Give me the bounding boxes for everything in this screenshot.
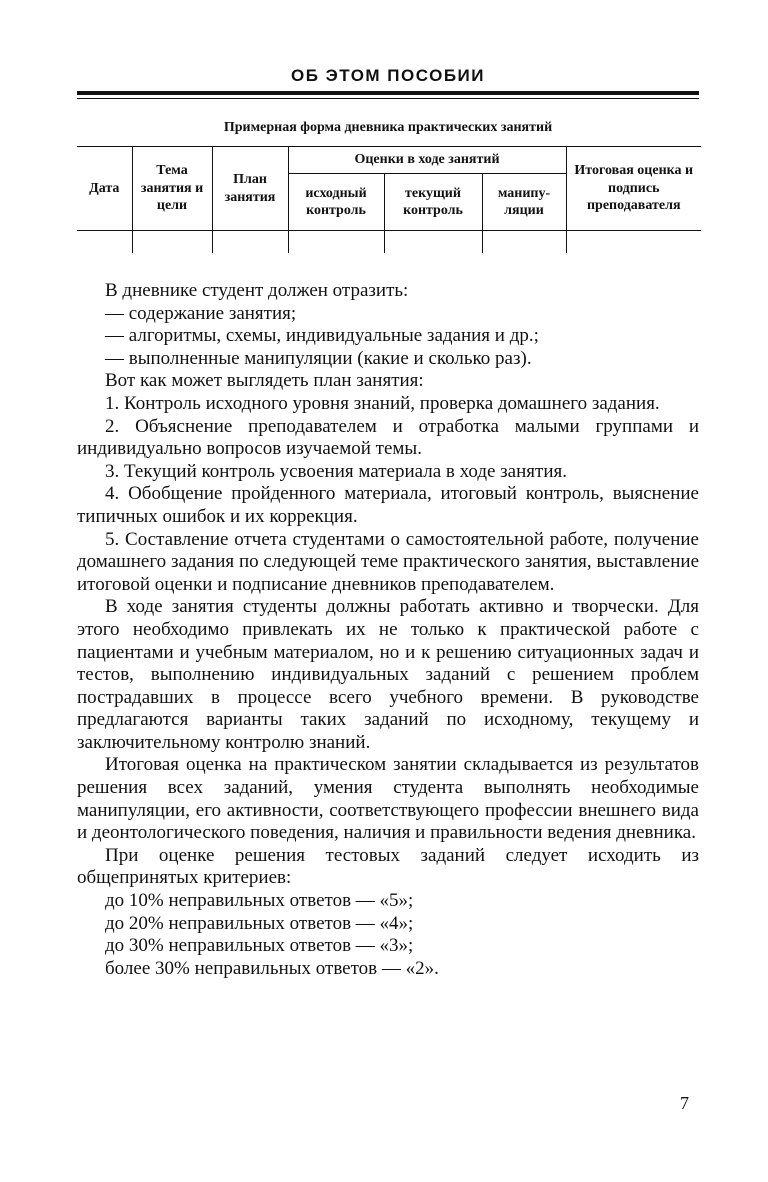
running-header: ОБ ЭТОМ ПОСОБИИ	[290, 66, 485, 85]
header-rule-thin	[77, 98, 699, 99]
diary-form-table	[77, 146, 701, 253]
body-text	[77, 280, 699, 980]
column-header-plan: План занятия	[212, 147, 288, 231]
column-header-manipulations: манипу-ляции	[482, 174, 566, 231]
paragraph-active-work: В ходе занятия студенты должны работать активно и творчески. Для этого необходимо привлекать их не только к практической работе с пациентами и учебным материалом, но и к решению ситуационных задач и тестов, выполнению индивидуальных заданий с решением проблем пострадавших в процессе всего учебного времени. В руководстве предлагаются варианты таких заданий по исходному, текущему и заключительному контролю знаний.	[77, 596, 699, 753]
plan-step: 3. Текущий контроль усвоения материала в ходе занятия.	[105, 460, 567, 482]
column-header-initial-control: исходный контроль	[288, 174, 384, 231]
paragraph-test-criteria: При оценке решения тестовых заданий следует исходить из общепринятых критериев:	[77, 844, 699, 889]
plan-step: 1. Контроль исходного уровня знаний, проверка домашнего задания.	[105, 392, 660, 414]
empty-cell	[288, 231, 384, 254]
column-header-final: Итоговая оценка и подпись преподавателя	[566, 147, 701, 231]
plan-step: 2. Объяснение преподавателем и отработка малыми группами и индивидуально вопросов изучаемой темы.	[77, 415, 699, 460]
table-caption: Примерная форма дневника практических занятий	[223, 120, 553, 135]
list-item: — содержание занятия;	[105, 302, 297, 324]
list-item: — выполненные манипуляции (какие и сколько раз).	[105, 347, 532, 369]
column-header-grades-group: Оценки в ходе занятий	[288, 147, 566, 174]
column-header-topic: Тема занятия и цели	[132, 147, 212, 231]
header-rule-thick	[77, 91, 699, 95]
page-number: 7	[680, 1093, 689, 1113]
plan-step: 4. Обобщение пройденного материала, итоговый контроль, выяснение типичных ошибок и их коррекция.	[77, 483, 699, 527]
criteria-item: до 10% неправильных ответов — «5»;	[105, 890, 414, 912]
empty-table-row	[77, 231, 701, 254]
empty-cell	[77, 231, 132, 254]
criteria-item: до 20% неправильных ответов — «4»;	[105, 912, 414, 934]
criteria-item: до 30% неправильных ответов — «3»;	[105, 935, 414, 957]
paragraph-intro: В дневнике студент должен отразить:	[105, 280, 409, 301]
empty-cell	[482, 231, 566, 254]
plan-step: 5. Составление отчета студентами о самостоятельной работе, получение домашнего задания по следующей теме практического занятия, выставление итоговой оценки и подписание дневников преподавателем.	[77, 528, 699, 595]
empty-cell	[384, 231, 482, 254]
criteria-item: более 30% неправильных ответов — «2».	[105, 957, 439, 979]
list-item: — алгоритмы, схемы, индивидуальные задания и др.;	[105, 325, 539, 347]
column-header-current-control: текущий контроль	[384, 174, 482, 231]
empty-cell	[132, 231, 212, 254]
column-header-date: Дата	[77, 147, 132, 231]
paragraph-plan-intro: Вот как может выглядеть план занятия:	[105, 370, 424, 392]
paragraph-final-grade: Итоговая оценка на практическом занятии складывается из результатов решения всех заданий, умения студента выполнять необходимые манипуляции, его активности, соответствующего профессии внешнего вида и деонтологического поведения, наличия и правильности ведения дневника.	[77, 754, 699, 844]
empty-cell	[566, 231, 701, 254]
empty-cell	[212, 231, 288, 254]
